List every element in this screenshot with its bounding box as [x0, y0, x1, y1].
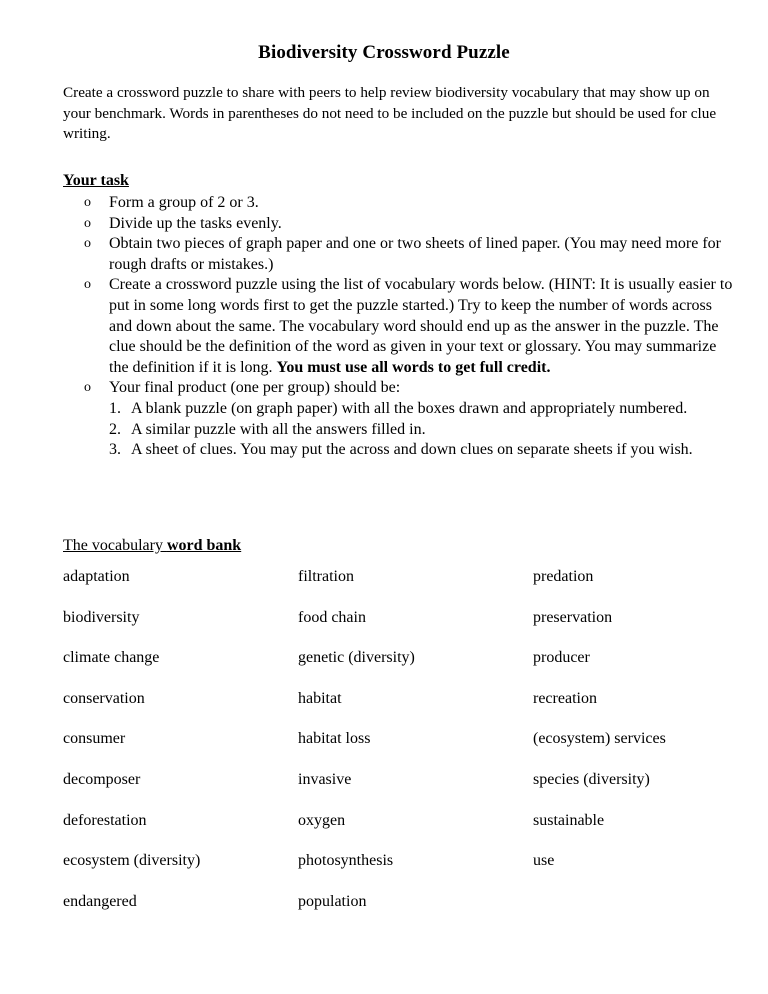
final-product-item	[109, 420, 733, 441]
task-text: Form a group of 2 or 3.	[109, 194, 259, 211]
intro-paragraph: Create a crossword puzzle to share with peers to help review biodiversity vocabulary that may show up on your benchmark. Words in parentheses do not need to be included on the puzzle but should be used for clue writing.	[63, 84, 717, 142]
vocabulary-word: producer	[533, 649, 590, 667]
task-item	[63, 193, 733, 214]
word-bank-row	[63, 649, 743, 690]
bullet-circle-icon: o	[84, 236, 91, 252]
vocabulary-word: adaptation	[63, 568, 130, 585]
word-bank-row	[63, 568, 743, 609]
vocabulary-word: (ecosystem) services	[533, 730, 666, 748]
item-text: A sheet of clues. You may put the across and down clues on separate sheets if you wish.	[131, 441, 693, 459]
bullet-circle-icon: o	[84, 380, 91, 396]
vocabulary-word: habitat loss	[298, 730, 371, 748]
bullet-circle-icon: o	[84, 195, 91, 210]
vocabulary-word: ecosystem (diversity)	[63, 852, 201, 870]
vocabulary-word: filtration	[298, 568, 354, 585]
word-bank-row	[63, 730, 743, 771]
task-item	[63, 275, 733, 378]
word-bank-heading	[63, 537, 241, 555]
vocabulary-word: oxygen	[298, 811, 346, 829]
word-bank-row	[63, 771, 743, 812]
task-text: Your final product (one per group) should be:	[109, 379, 401, 397]
vocabulary-word: species (diversity)	[533, 770, 650, 788]
vocabulary-word: use	[533, 852, 555, 870]
word-bank-heading-bold: word bank	[166, 537, 242, 554]
task-item	[63, 214, 733, 235]
bullet-circle-icon: o	[84, 277, 91, 293]
final-product-item	[109, 399, 733, 420]
task-emphasis: You must use all words to get full credit.	[276, 358, 551, 376]
final-product-list	[109, 399, 733, 461]
task-item	[63, 378, 733, 460]
vocabulary-word: conservation	[63, 689, 145, 707]
vocabulary-word: photosynthesis	[298, 852, 394, 870]
task-item	[63, 234, 733, 275]
vocabulary-word: sustainable	[533, 811, 605, 829]
vocabulary-word: invasive	[298, 770, 352, 788]
word-bank-row	[63, 893, 743, 934]
item-text: A blank puzzle (on graph paper) with all the boxes drawn and appropriately numbered.	[131, 399, 688, 417]
task-text: Divide up the tasks evenly.	[109, 214, 282, 232]
vocabulary-word: climate change	[63, 649, 160, 667]
final-product-item	[109, 440, 733, 461]
task-text: Obtain two pieces of graph paper and one or two sheets of lined paper. (You may need more for rough drafts or mistakes.)	[109, 235, 721, 273]
vocabulary-word: predation	[533, 568, 594, 585]
item-number: 1.	[109, 399, 121, 417]
document-title: Biodiversity Crossword Puzzle	[258, 42, 510, 63]
item-number: 3.	[109, 441, 121, 459]
word-bank-heading-plain: The vocabulary	[63, 537, 167, 554]
item-number: 2.	[109, 420, 121, 438]
task-heading: Your task	[63, 172, 129, 189]
vocabulary-word: population	[298, 892, 367, 910]
bullet-circle-icon: o	[84, 215, 91, 231]
vocabulary-word: food chain	[298, 608, 366, 626]
vocabulary-word: endangered	[63, 892, 137, 910]
word-bank-row	[63, 690, 743, 731]
task-list	[63, 193, 733, 461]
vocabulary-word: biodiversity	[63, 608, 140, 626]
vocabulary-word: consumer	[63, 730, 126, 748]
vocabulary-word: preservation	[533, 608, 613, 626]
vocabulary-word: deforestation	[63, 811, 147, 829]
word-bank-row	[63, 852, 743, 893]
word-bank-row	[63, 609, 743, 650]
word-bank-row	[63, 812, 743, 853]
item-text: A similar puzzle with all the answers filled in.	[131, 420, 426, 438]
word-bank-grid	[63, 568, 743, 933]
vocabulary-word: recreation	[533, 689, 597, 707]
vocabulary-word: habitat	[298, 689, 342, 707]
vocabulary-word: decomposer	[63, 770, 141, 788]
task-text: Create a crossword puzzle using the list of vocabulary words below. (HINT: It is usually easier to put in some long words first to get the puzzle started.) Try to keep the number of words across and down about the same. The vocabulary word should end up as the answer in the puzzle. The clue should be the definition of the word as given in your text or glossary. You may summarize the definition if it is long.	[109, 276, 733, 376]
vocabulary-word: genetic (diversity)	[298, 649, 415, 667]
